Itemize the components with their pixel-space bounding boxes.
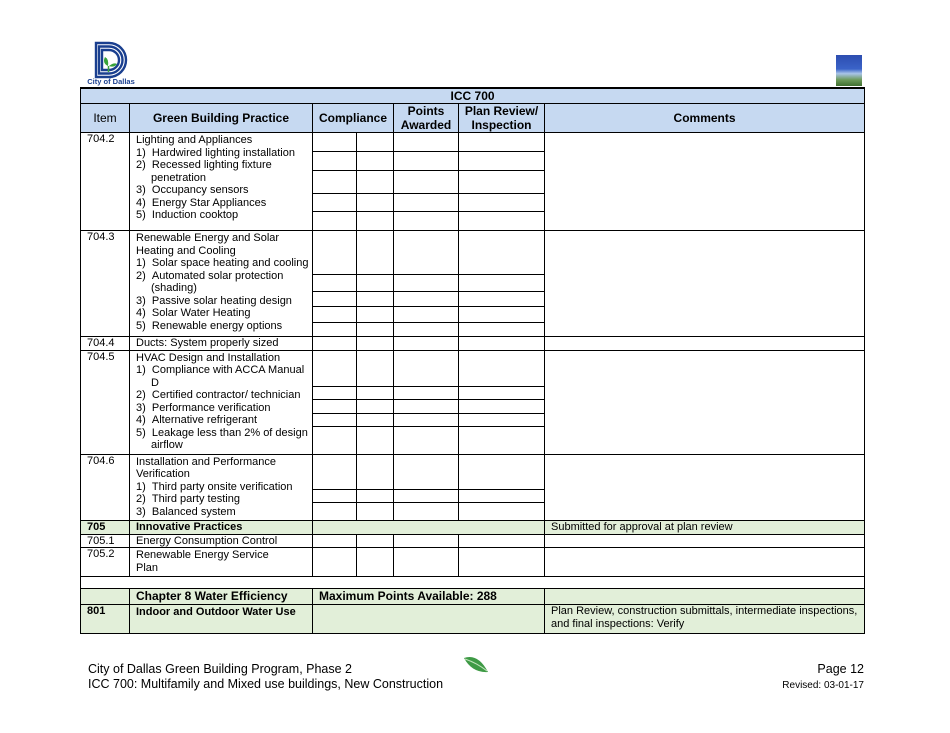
practice-line: penetration [151,171,207,184]
practice-line: 2) Certified contractor/ technician [136,389,301,401]
practice-line: 1) Third party onsite verification [136,480,293,493]
item-number: 704.3 [81,231,130,337]
item-number [81,589,130,605]
practice-cell [130,133,313,231]
table-row [81,534,865,548]
practice-cell: Innovative Practices [130,521,313,535]
practice-line: 1) Hardwired lighting installation [136,146,295,159]
dallas-d-icon [84,40,136,80]
practice-line: 5) Leakage less than 2% of design [136,426,308,439]
comment-cell [545,534,865,548]
practice-line: Renewable Energy and Solar [136,232,280,244]
comment-cell [545,337,865,351]
practice-line: Verification [136,468,190,480]
col-header-plan-review: Plan Review/ Inspection [459,104,545,133]
item-number: 705 [81,521,130,535]
practice-cell: Ducts: System properly sized [130,337,313,351]
page-number: Page 12 [817,662,864,676]
practice-line: HVAC Design and Installation [136,351,281,364]
comment-cell [545,589,865,605]
plan-review-cell [459,548,545,577]
item-number: 705.1 [81,534,130,548]
table-row [81,548,865,577]
green-building-logo [836,55,862,86]
footer-program: City of Dallas Green Building Program, Phase 2 [88,662,353,676]
practice-line: Lighting and Appliances [136,134,253,146]
footer-description: ICC 700: Multifamily and Mixed use buildings, New Construction [88,676,444,691]
practice-line: 2) Automated solar protection [136,269,284,282]
leaf-icon [462,655,490,675]
item-number: 704.4 [81,337,130,351]
compliance-cell [357,548,394,577]
compliance-cell [313,548,357,577]
plan-review-cell [459,534,545,548]
points-cell [394,337,459,351]
compliance-grid [313,350,545,454]
col-header-item: Item [81,104,130,133]
comment-cell [545,350,865,454]
item-number: 704.6 [81,454,130,521]
col-header-points: Points Awarded [394,104,459,133]
practice-cell [130,454,313,521]
item-number: 705.2 [81,548,130,577]
practice-line: 4) Solar Water Heating [136,307,251,319]
practice-line: Installation and Performance [136,455,277,468]
table-title: ICC 700 [81,88,865,104]
item-number: 801 [81,605,130,634]
compliance-grid [313,133,545,231]
points-cell [394,548,459,577]
col-header-practice: Green Building Practice [130,104,313,133]
comment-cell [545,231,865,337]
footer-left [88,662,443,691]
col-header-compliance: Compliance [313,104,394,133]
comment-cell: Submitted for approval at plan review [545,521,865,535]
practice-line: 3) Performance verification [136,401,271,414]
comment-cell [545,548,865,577]
practice-cell: Energy Consumption Control [130,534,313,548]
item-number: 704.5 [81,350,130,454]
practice-line: 4) Alternative refrigerant [136,414,258,426]
practice-cell [130,231,313,337]
table-row [81,605,865,634]
practice-line: 5) Induction cooktop [136,209,239,221]
practice-line: (shading) [151,282,197,294]
logo-caption: City of Dallas [87,77,135,86]
practice-line: 3) Balanced system [136,505,236,518]
icc700-table [80,87,865,634]
practice-line: 3) Passive solar heating design [136,294,292,307]
compliance-cell [313,521,545,535]
compliance-cell [357,337,394,351]
table-row [81,350,865,454]
practice-line: 1) Solar space heating and cooling [136,257,309,269]
chapter-title: Chapter 8 Water Efficiency [130,589,313,605]
revised-date: Revised: 03-01-17 [782,679,864,691]
practice-line: 4) Energy Star Appliances [136,196,267,209]
practice-cell: Indoor and Outdoor Water Use [130,605,313,634]
compliance-grid [313,231,545,337]
practice-cell [130,350,313,454]
table-row [81,454,865,521]
practice-line: 3) Occupancy sensors [136,184,249,196]
max-points: Maximum Points Available: 288 [313,589,545,605]
table-row [81,231,865,337]
footer-right [782,662,864,692]
practice-line: 2) Third party testing [136,493,240,505]
compliance-cell [313,605,545,634]
practice-line: Heating and Cooling [136,244,236,257]
practice-cell: Renewable Energy Service Plan [130,548,313,577]
item-number: 704.2 [81,133,130,231]
spacer-cell [81,577,865,589]
compliance-grid [313,454,545,521]
points-cell [394,534,459,548]
practice-line: 2) Recessed lighting fixture [136,159,272,171]
table-row [81,133,865,231]
plan-review-cell [459,337,545,351]
practice-line: 5) Renewable energy options [136,319,283,332]
chapter-row [81,589,865,605]
table-row [81,521,865,535]
compliance-cell [313,337,357,351]
table-row [81,337,865,351]
practice-line: 1) Compliance with ACCA Manual [136,364,305,376]
practice-line: D [151,376,159,389]
comment-cell [545,454,865,521]
practice-line: airflow [151,439,183,451]
comment-cell [545,133,865,231]
compliance-cell [357,534,394,548]
spacer-row [81,577,865,589]
comment-cell: Plan Review, construction submittals, intermediate inspections, and final inspections: Verify [545,605,865,634]
compliance-cell [313,534,357,548]
col-header-comments: Comments [545,104,865,133]
